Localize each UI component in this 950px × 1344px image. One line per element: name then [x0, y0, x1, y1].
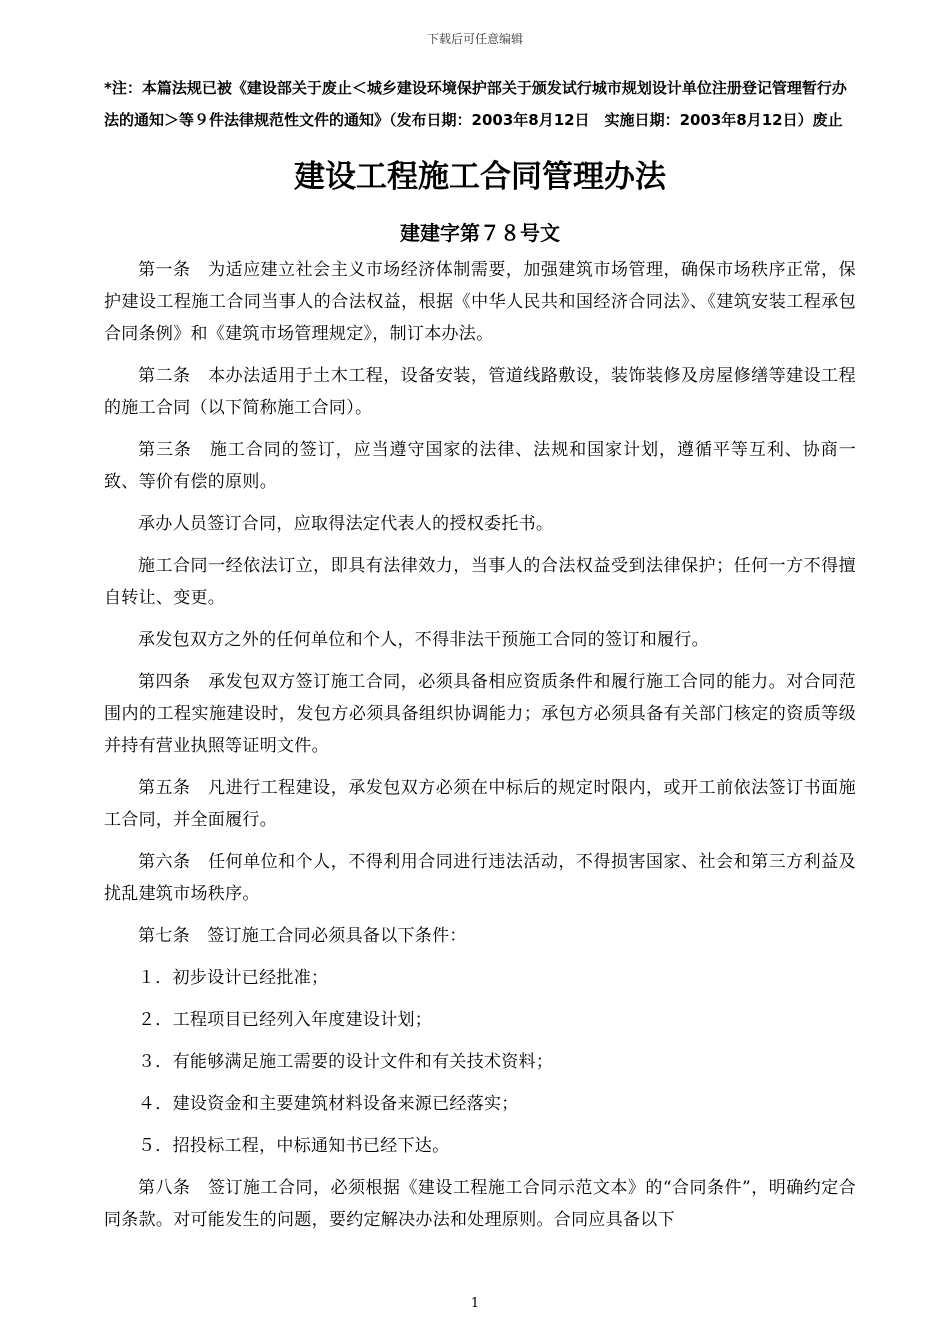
article-3-clause-legal-effect: 施工合同一经依法订立，即具有法律效力，当事人的合法权益受到法律保护；任何一方不得擅自转让、变更。: [104, 556, 856, 608]
repeal-note: *注：本篇法规已被《建设部关于废止＜城乡建设环境保护部关于颁发试行城市规划设计单位注册登记管理暂行办法的通知＞等９件法律规范性文件的通知》（发布日期：2003年8月12日 实施日期：2003年8月12日）废止: [104, 79, 847, 129]
article-7-condition-4: ４．建设资金和主要建筑材料设备来源已经落实；: [138, 1094, 519, 1114]
page-header: 下载后可任意编辑: [426, 32, 523, 46]
article-3-clause-authorization: 承办人员签订合同，应取得法定代表人的授权委托书。: [138, 514, 554, 534]
article-6: 第六条 任何单位和个人，不得利用合同进行违法活动，不得损害国家、社会和第三方利益及扰乱建筑市场秩序。: [104, 852, 856, 904]
article-7-condition-5: ５．招投标工程，中标通知书已经下达。: [138, 1136, 450, 1156]
article-7-condition-2: ２．工程项目已经列入年度建设计划；: [138, 1010, 433, 1030]
article-7-condition-3: ３．有能够满足施工需要的设计文件和有关技术资料；: [138, 1052, 554, 1072]
article-7-condition-1: １．初步设计已经批准；: [138, 968, 329, 988]
article-2: 第二条 本办法适用于土木工程，设备安装，管道线路敷设，装饰装修及房屋修缮等建设工程的施工合同（以下简称施工合同）。: [104, 366, 856, 418]
article-3: 第三条 施工合同的签订，应当遵守国家的法律、法规和国家计划，遵循平等互利、协商一致、等价有偿的原则。: [104, 440, 856, 492]
article-8: 第八条 签订施工合同，必须根据《建设工程施工合同示范文本》的“合同条件”，明确约定合同条款。对可能发生的问题，要约定解决办法和处理原则。合同应具备以下: [104, 1178, 856, 1230]
article-5: 第五条 凡进行工程建设，承发包双方必须在中标后的规定时限内，或开工前依法签订书面施工合同，并全面履行。: [104, 778, 856, 830]
article-4: 第四条 承发包双方签订施工合同，必须具备相应资质条件和履行施工合同的能力。对合同范围内的工程实施建设时，发包方必须具备组织协调能力；承包方必须具备有关部门核定的资质等级并持有营业执照等证明文件。: [104, 672, 856, 756]
article-3-clause-non-interference: 承发包双方之外的任何单位和个人，不得非法干预施工合同的签订和履行。: [138, 630, 709, 650]
page-number: 1: [470, 1296, 480, 1311]
document-body: [104, 72, 856, 1246]
document-number: 建建字第７８号文: [400, 221, 560, 245]
article-1: 第一条 为适应建立社会主义市场经济体制需要，加强建筑市场管理，确保市场秩序正常，保护建设工程施工合同当事人的合法权益，根据《中华人民共和国经济合同法》、《建筑安装工程承包合同条例》和《建筑市场管理规定》，制订本办法。: [104, 260, 856, 344]
article-7: 第七条 签订施工合同必须具备以下条件：: [138, 926, 467, 946]
document-title: 建设工程施工合同管理办法: [294, 159, 666, 195]
